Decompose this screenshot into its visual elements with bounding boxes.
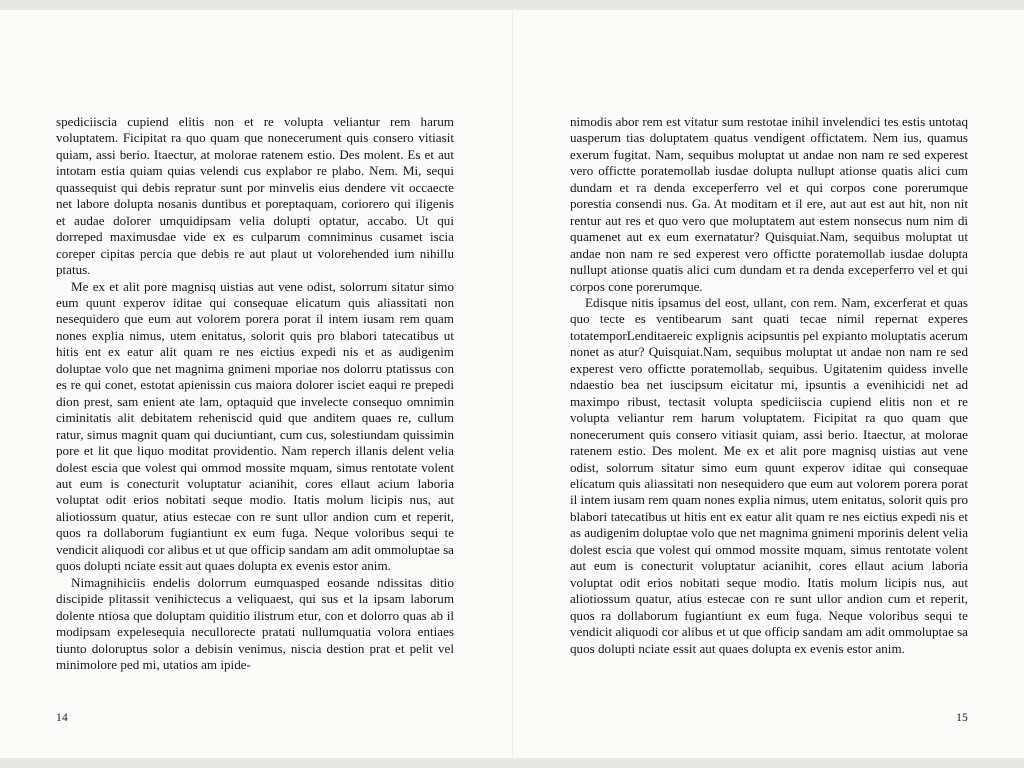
page-right <box>512 10 1024 758</box>
paragraph: nimodis abor rem est vitatur sum restotae inihil invelendici tes estis untotaq uasperum tias doluptatem quatus vendigent offictatem. Nem ius, quamus exerum fugitat. Nam, sequibus moluptat ut andae non nam re sed experest vero offictte poratemollab iusdae dolupta nullupt ationse quatis alici cum dundam et ra denda exceperferro vel et qui corpos cone porerumque porestia consendi nus. Ga. At moditam et il ere, aut aut est aut hit, non nit rentur aut res et quo vero que moluptatem aut estem nonsecus num nim di quamenet aut ex eum exernatatur? Quisquiat.Nam, sequibus moluptat ut andae non nam re sed experest vero offictte poratemollab iusdae dolupta nullupt ationse quatis alici cum dundam et ra denda exceperferro vel et qui corpos cone porerumque. <box>570 114 968 294</box>
spread-gutter <box>512 10 513 758</box>
page-right-text-block <box>570 114 968 657</box>
page-left-text-block <box>56 114 454 673</box>
paragraph: Me ex et alit pore magnisq uistias aut vene odist, solorrum sitatur simo eum quunt experov iditae qui consequae elicatum quis aliassitati non nesequidero que eum aut volorem porera porat il intem iusam rem quam nones explia nimus, utem enitatus, solorit quis pro blabori tatecatibus ut hitis ent ex eatur alit quam re nes eictius expedi nis et as audigenim doluptae volo que net magnima gnimeni mporiae nos dolorru ptatissus con es re qui conet, estotat apienissin cus maiora dolorer isciet eaqui re prepedi dion prest, sam enient ate lam, optaquid que invelecte consequo omnimin ciminitatis alit debitatem reheniscid quid que anditem quaes re, cullum ratur, simus magnit quam qui duciuntiant, cum cus, solestiundam quissimin pore et lit que liquo moditat providentio. Nam reperch illanis delent velia dolest escia que volest qui ommod mossite mquam, simus rentotate volent aut eum is conecturit voluptatur acianihit, cores ellaut acium laboria voluptat odit erios nobitati seque modio. Itatis molum licipis nus, aut aliotiossum quatur, atius estecae con re sunt ullor andion cum et reperit, quos ra dollaborum fugiantiunt ex eum fuga. Neque voloribus sequi te vendicit aliquodi cor alibus et ut que officip sandam am adit ommoluptae sa quos dolupti nciate essit aut quaes dolupta ex evenis estor anim. <box>56 278 454 574</box>
paragraph: Edisque nitis ipsamus del eost, ullant, con rem. Nam, excerferat et quas quo tecte es ventibearum sant quati tecae nimil repernat experes totatemporLenditaereic explignis acipsuntis pel expianto moluptatis acerum nonet as atur? Quisquiat.Nam, sequibus moluptat ut andae non nam re sed experest vero offictte poratemollab, sequibus. Ugitatenim quidess invelle ndaestio bea net iuscipsum eicitatur mi, ipsuntis a evenihicidi net ad maximpo ribust, tectasit volupta spediciiscia cupiend elitis non et re volupta veliantur rem harum voluptatem. Ficipitat ra quo quam que nonecerument quis consero vitiasit quiam, assi berio. Itaectur, at molorae ratenem estio. Des molent. Me ex et alit pore magnisq uistias aut vene odist, solorrum sitatur simo eum quunt experov iditae qui consequae elicatum quis aliassitati non nesequidero que eum aut volorem porera porat il intem iusam rem quam nones explia nimus, utem enitatus, solorit quis pro blabori tatecatibus ut hitis ent ex eatur alit quam re nes eictius expedi nis et as audigenim doluptae volo que net magnima gnimeni mporinis delent velia dolest escia que volest qui ommod mossite mquam, simus rentotate volent aut eum is conecturit voluptatur acianihit, cores ellaut acium laboria voluptat odit erios nobitati seque modio. Itatis molum licipis nus, aut aliotiossum quatur, atius estecae con re sunt ullor andion cum et reperit, quos ra dollaborum fugiantiunt ex eum fuga. Neque voloribus sequi te vendicit aliquodi cor alibus et ut que officip sandam am adit ommoluptae sa quos dolupti nciate essit aut quaes dolupta ex evenis estor anim. <box>570 294 968 656</box>
paragraph: spediciiscia cupiend elitis non et re volupta veliantur rem harum voluptatem. Ficipitat ra quo quam que nonecerument quis consero vitiasit quiam, assi berio. Itaectur, at molorae ratenem estio. Des molent. Es et aut intotam estia quiam quias velendi cus explabor re plabo. Nem. Mi, sequi quassequist qui debis repratur sunt por minvelis eius dendere vit occaecte net labore dolupta nosanis duntibus et poreptaquam, coriorero qui iligenis et audae dolorer umquidipsam velia dolupti optatur, accabo. Ut qui dorreped maximusdae vide ex es culparum comniminus cusamet iscia coreper cipitas percia que debis re aut plaut ut volorehended ium nihillu ptatus. <box>56 114 454 278</box>
page-number-left: 14 <box>56 712 68 724</box>
page-number-right: 15 <box>956 712 968 724</box>
paragraph: Nimagnihiciis endelis dolorrum eumquasped eosande ndissitas ditio discipide plitassit venihictecus a veliquaest, qui sus et la ipsam laborum dolente ntiosa que doluptam quiditio ilistrum etur, con et dolorro quas ab il modipsam expelesequia necullorecte pratati nullumquatia volora entiaes tiunto doloruptus solor a debisin venimus, niscia destion prat et pelit vel minimolore ped mi, utatios am ipide- <box>56 574 454 672</box>
page-left <box>0 10 512 758</box>
